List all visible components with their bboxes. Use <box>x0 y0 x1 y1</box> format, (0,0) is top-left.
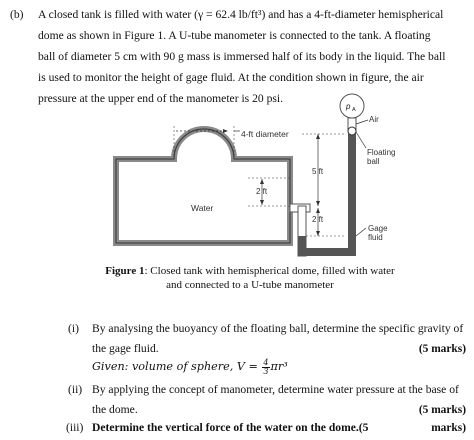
marks: marks) <box>431 422 466 434</box>
problem-line: pressure at the upper end of the manometer is 20 psi. <box>38 92 284 105</box>
pressure-gauge <box>340 94 364 118</box>
problem-line: dome as shown in Figure 1. A U-tube manometer is connected to the tank. A floating <box>38 29 431 42</box>
fraction <box>262 359 269 376</box>
u-tube-manometer <box>298 118 356 256</box>
dim-2ft-lower: 2 ft <box>312 215 324 224</box>
floating-ball <box>348 127 356 135</box>
question-number: (i) <box>68 322 79 335</box>
problem-line: is used to monitor the height of gage fluid. At the condition shown in figure, the air <box>38 71 424 84</box>
question-number: (iii) <box>66 421 84 434</box>
caption-line-2: and connected to a U-tube manometer <box>166 279 334 291</box>
problem-line: ball of diameter 5 cm with 90 g mass is immersed half of its body in the liquid. The ball <box>38 50 446 63</box>
floating-ball-label-2: ball <box>367 157 380 166</box>
fraction-numerator: 4 <box>263 357 269 367</box>
water-label: Water <box>191 203 214 213</box>
air-label: Air <box>369 115 379 124</box>
question-text: By analysing the buoyancy of the floating ball, determine the specific gravity of <box>92 322 464 335</box>
question-text: Determine the vertical force of the water on the dome.(5 <box>92 421 369 434</box>
caption-figure-number: Figure 1 <box>105 265 145 277</box>
question-text-cont: the gage fluid. <box>92 342 159 355</box>
marks: (5 marks) <box>418 343 466 355</box>
gage-fluid-label: Gage <box>368 224 388 233</box>
pa-label: p <box>346 102 351 111</box>
given-formula <box>92 358 288 376</box>
caption-line-1: : Closed tank with hemispherical dome, filled with water <box>144 265 395 277</box>
question-number: (ii) <box>68 383 83 396</box>
dim-2ft-upper: 2 ft <box>256 187 268 196</box>
fraction-denominator: 3 <box>263 366 269 376</box>
gage-fluid-right <box>348 132 356 256</box>
given-text: Given: volume of sphere, V = <box>92 360 262 373</box>
tank <box>116 129 290 243</box>
floating-ball-label: Floating <box>367 148 396 157</box>
dim-5ft: 5 ft <box>312 167 324 176</box>
pa-subscript: A <box>352 107 356 113</box>
given-tail: πr³ <box>270 360 288 373</box>
part-label: (b) <box>10 8 24 21</box>
dome-diameter-label: 4-ft diameter <box>241 129 289 139</box>
gage-fluid-bottom <box>298 248 356 256</box>
question-text: By applying the concept of manometer, determine water pressure at the base of <box>92 383 459 396</box>
marks: (5 marks) <box>418 404 466 416</box>
question-text-cont: the dome. <box>92 403 138 416</box>
gage-fluid-label-2: fluid <box>368 233 383 242</box>
figure-caption <box>60 264 440 292</box>
problem-line: A closed tank is filled with water (γ = 62.4 lb/ft³) and has a 4-ft-diameter hemispherical <box>38 8 444 21</box>
